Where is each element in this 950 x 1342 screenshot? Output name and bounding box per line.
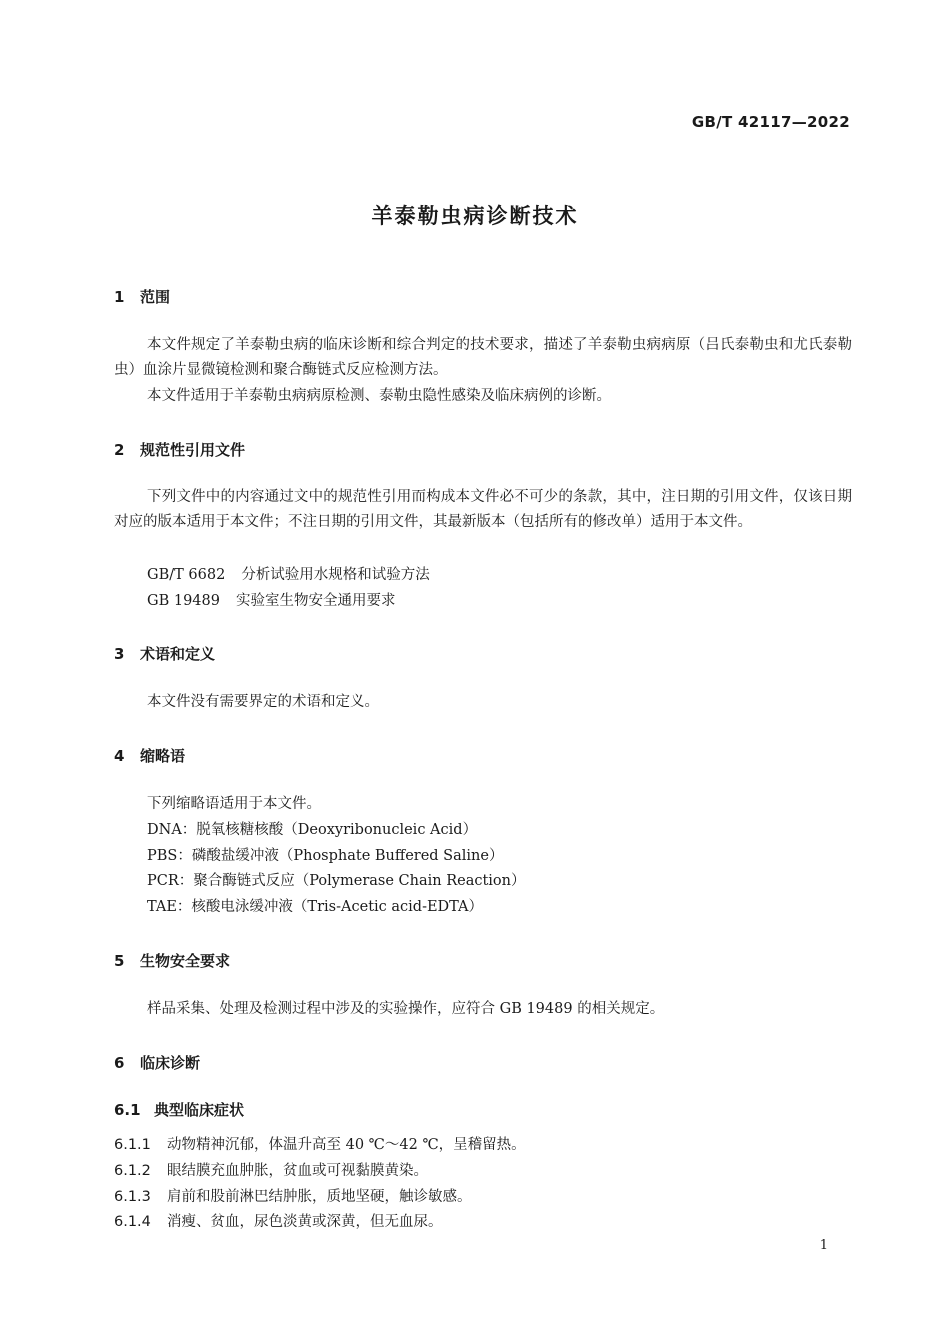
item-number: 6.1.1 [114,1137,151,1153]
item-number: 6.1.4 [114,1214,151,1230]
section-1-para-1: 本文件规定了羊泰勒虫病的临床诊断和综合判定的技术要求，描述了羊泰勒虫病病原（吕氏泰勒虫和尤氏泰勒虫）血涂片显微镜检测和聚合酶链式反应检测方法。 [114,337,852,378]
abbreviation-item: PBS：磷酸盐缓冲液（Phosphate Buffered Saline） [147,848,504,864]
section-title: 临床诊断 [140,1054,201,1072]
symptom-item [114,1210,443,1235]
abbreviation-item: DNA：脱氧核糖核酸（Deoxyribonucleic Acid） [147,822,478,838]
item-text: 肩前和股前淋巴结肿胀，质地坚硬，触诊敏感。 [167,1189,472,1205]
section-5-para-1: 样品采集、处理及检测过程中涉及的实验操作，应符合 GB 19489 的相关规定。 [147,1001,665,1017]
reference-name: 实验室生物安全通用要求 [235,593,396,609]
item-text: 眼结膜充血肿胀，贫血或可视黏膜黄染。 [167,1163,428,1179]
section-6-heading [114,1052,200,1073]
section-title: 规范性引用文件 [140,441,246,459]
document-title: 羊泰勒虫病诊断技术 [371,204,579,228]
section-title: 缩略语 [140,747,186,765]
section-number: 1 [114,288,125,306]
symptom-item [114,1159,428,1184]
section-number: 5 [114,952,125,970]
section-3-heading [114,643,215,664]
standard-code: GB/T 42117—2022 [691,113,850,131]
section-title: 范围 [140,288,171,306]
reference-code: GB/T 6682 [147,567,226,583]
section-2-para-1: 下列文件中的内容通过文中的规范性引用而构成本文件必不可少的条款，其中，注日期的引用文件，仅该日期对应的版本适用于本文件；不注日期的引用文件，其最新版本（包括所有的修改单）适用于本文件。 [114,489,852,530]
subsection-6-1-heading [114,1099,244,1120]
section-2-heading [114,439,245,460]
reference-code: GB 19489 [147,593,220,609]
item-number: 6.1.3 [114,1189,151,1205]
section-1-para-2: 本文件适用于羊泰勒虫病病原检测、泰勒虫隐性感染及临床病例的诊断。 [147,388,611,404]
reference-item [147,589,395,614]
subsection-title: 典型临床症状 [154,1101,245,1119]
section-number: 2 [114,441,125,459]
abbreviation-item: PCR：聚合酶链式反应（Polymerase Chain Reaction） [147,873,526,889]
section-number: 6 [114,1054,125,1072]
abbreviation-item: TAE：核酸电泳缓冲液（Tris-Acetic acid-EDTA） [147,899,484,915]
section-number: 4 [114,747,125,765]
section-3-para-1: 本文件没有需要界定的术语和定义。 [147,694,379,710]
reference-name: 分析试验用水规格和试验方法 [241,567,430,583]
section-5-heading [114,950,230,971]
item-text: 动物精神沉郁，体温升高至 40 ℃～42 ℃，呈稽留热。 [167,1137,526,1153]
symptom-item [114,1133,526,1158]
section-title: 生物安全要求 [140,952,231,970]
item-text: 消瘦、贫血，尿色淡黄或深黄，但无血尿。 [167,1214,443,1230]
reference-item [147,563,430,588]
section-number: 3 [114,645,125,663]
abbreviation-intro: 下列缩略语适用于本文件。 [147,796,321,812]
item-number: 6.1.2 [114,1163,151,1179]
section-4-heading [114,745,185,766]
section-1-heading [114,286,170,307]
subsection-number: 6.1 [114,1101,141,1119]
page-number: 1 [819,1238,828,1253]
section-title: 术语和定义 [140,645,216,663]
symptom-item [114,1185,472,1210]
